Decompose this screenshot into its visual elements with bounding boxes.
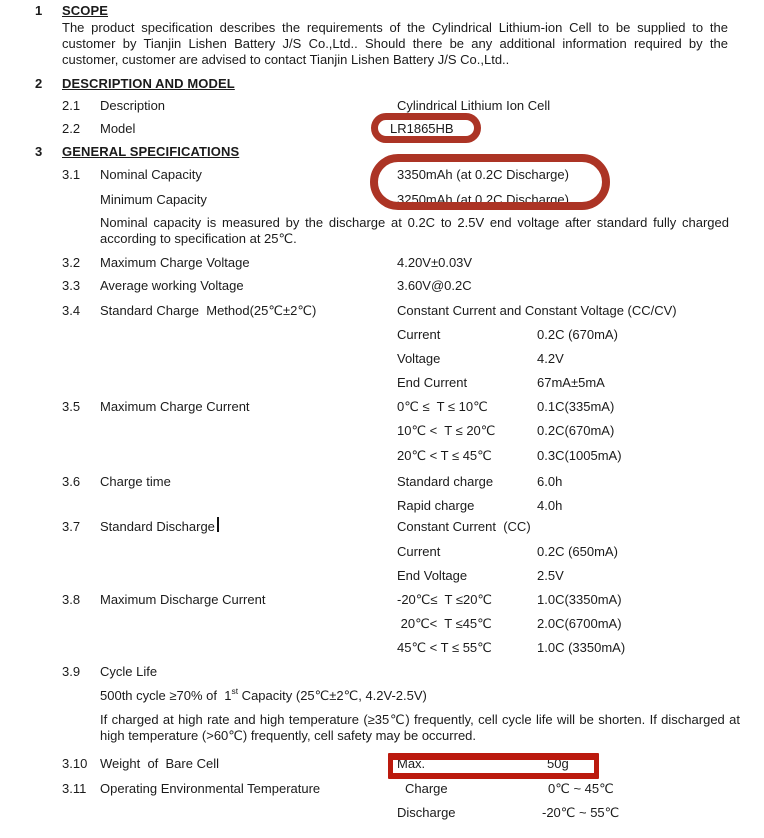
item-number: 3.8 (62, 592, 81, 607)
item-label: Maximum Charge Current (100, 399, 250, 414)
section-2-heading (0, 76, 764, 93)
spec-row-3-5c (0, 448, 764, 465)
capacity-note: Nominal capacity is measured by the discharge at 0.2C to 2.5V end voltage after standard fully charged according to specification at 25℃. (100, 215, 729, 246)
item-label: Weight of Bare Cell (100, 756, 219, 771)
item-number: 3.7 (62, 519, 81, 534)
item-label: Cycle Life (100, 664, 158, 679)
spec-row-3-10 (0, 756, 764, 773)
temp-range-value: -20℃ ~ 55℃ (542, 805, 620, 820)
spec-row-3-11 (0, 781, 764, 798)
cycle-life-text: 500th cycle ≥70% of 1 (100, 688, 232, 703)
item-value: Constant Current (CC) (397, 519, 531, 534)
item-value: 4.20V±0.03V (397, 255, 473, 270)
item-label: Nominal Capacity (100, 167, 202, 182)
rate-value: 0.1C(335mA) (537, 399, 615, 414)
weight-max-label: Max. (397, 756, 426, 771)
text-cursor-caret (217, 517, 219, 532)
sub-label: End Voltage (397, 568, 468, 583)
item-label: Operating Environmental Temperature (100, 781, 321, 796)
item-number: 2.2 (62, 121, 81, 136)
scope-paragraph: The product specification describes the requirements of the Cylindrical Lithium-ion Cell to be supplied to the customer by Tianjin Lishen Battery J/S Co.,Ltd.. Should there be any additional information required by the customer, customer are advised to contact Tianjin Lishen Battery J/S Co.,Ltd.. (62, 20, 728, 67)
item-label: Average working Voltage (100, 278, 244, 293)
item-label: Model (100, 121, 136, 136)
item-number: 3.10 (62, 756, 88, 771)
item-label: Maximum Discharge Current (100, 592, 266, 607)
sub-label: Current (397, 327, 441, 342)
sub-label: Voltage (397, 351, 441, 366)
section-number: 2 (35, 76, 43, 91)
item-number: 3.4 (62, 303, 81, 318)
cycle-life-line (100, 688, 740, 704)
spec-row-3-7-end-voltage (0, 568, 764, 585)
item-number: 3.9 (62, 664, 81, 679)
sub-label: Current (397, 544, 441, 559)
sub-value: 67mA±5mA (537, 375, 605, 390)
spec-row-3-9 (0, 664, 764, 681)
item-number: 3.6 (62, 474, 81, 489)
item-label: Maximum Charge Voltage (100, 255, 250, 270)
rate-value: 2.0C(6700mA) (537, 616, 622, 631)
spec-row-2-1 (0, 98, 764, 115)
section-3-heading (0, 144, 764, 161)
temp-range: 10℃ < T ≤ 20℃ (397, 423, 496, 438)
cycle-life-text: Capacity (25℃±2℃, 4.2V-2.5V) (238, 688, 427, 703)
section-title-scope: SCOPE (62, 3, 109, 18)
item-label: Description (100, 98, 166, 113)
item-label: Minimum Capacity (100, 192, 207, 207)
sub-label: Charge (405, 781, 448, 796)
ordinal-superscript: st (231, 686, 239, 696)
item-value: Constant Current and Constant Voltage (CC/CV) (397, 303, 677, 318)
spec-row-3-8b (0, 616, 764, 633)
sub-label: Standard charge (397, 474, 494, 489)
item-label: Standard Discharge (100, 519, 215, 534)
temp-range: 0℃ ≤ T ≤ 10℃ (397, 399, 488, 414)
item-number: 2.1 (62, 98, 81, 113)
rate-value: 1.0C(3350mA) (537, 592, 622, 607)
sub-value: 4.2V (537, 351, 564, 366)
item-number: 3.2 (62, 255, 81, 270)
minimum-capacity-value: 3250mAh (at 0.2C Discharge) (397, 192, 569, 207)
spec-row-2-2 (0, 121, 764, 138)
section-title-description-and-model: DESCRIPTION AND MODEL (62, 76, 235, 91)
cycle-life-note: If charged at high rate and high temperature (≥35℃) frequently, cell cycle life will be shorten. If discharged at high temperature (>60℃) frequently, cell safety may be occurred. (100, 712, 740, 743)
sub-label: Discharge (397, 805, 456, 820)
item-number: 3.1 (62, 167, 81, 182)
spec-row-3-2 (0, 255, 764, 272)
spec-row-3-4 (0, 303, 764, 320)
item-number: 3.5 (62, 399, 81, 414)
item-value: 3.60V@0.2C (397, 278, 472, 293)
temp-range: 20℃ < T ≤ 45℃ (397, 448, 492, 463)
model-value: LR1865HB (390, 121, 454, 136)
section-title-general-specifications: GENERAL SPECIFICATIONS (62, 144, 240, 159)
spec-row-3-6 (0, 474, 764, 491)
temp-range: 45℃ < T ≤ 55℃ (397, 640, 492, 655)
temp-range-value: 0℃ ~ 45℃ (548, 781, 614, 796)
item-number: 3.11 (62, 781, 87, 796)
item-label: Charge time (100, 474, 171, 489)
spec-row-3-5b (0, 423, 764, 440)
section-1-heading (0, 3, 764, 20)
sub-value: 0.2C (650mA) (537, 544, 618, 559)
nominal-capacity-value: 3350mAh (at 0.2C Discharge) (397, 167, 569, 182)
spec-row-3-7 (0, 519, 764, 536)
rate-value: 0.3C(1005mA) (537, 448, 622, 463)
sub-value: 6.0h (537, 474, 563, 489)
sub-value: 2.5V (537, 568, 564, 583)
spec-row-3-3 (0, 278, 764, 295)
spec-row-3-11b (0, 805, 764, 822)
spec-row-3-4-end-current (0, 375, 764, 392)
spec-row-3-4-current (0, 327, 764, 344)
spec-row-3-6b (0, 498, 764, 515)
rate-value: 0.2C(670mA) (537, 423, 615, 438)
sub-label: End Current (397, 375, 468, 390)
spec-row-3-4-voltage (0, 351, 764, 368)
spec-row-3-8 (0, 592, 764, 609)
spec-row-3-5 (0, 399, 764, 416)
rate-value: 1.0C (3350mA) (537, 640, 626, 655)
spec-row-3-8c (0, 640, 764, 657)
item-value: Cylindrical Lithium Ion Cell (397, 98, 551, 113)
item-number: 3.3 (62, 278, 81, 293)
section-number: 3 (35, 144, 43, 159)
section-number: 1 (35, 3, 43, 18)
sub-label: Rapid charge (397, 498, 475, 513)
spec-row-3-7-current (0, 544, 764, 561)
sub-value: 4.0h (537, 498, 563, 513)
sub-value: 0.2C (670mA) (537, 327, 618, 342)
spec-row-3-1-minimum (0, 192, 764, 209)
weight-value: 50g (547, 756, 569, 771)
temp-range: -20℃≤ T ≤20℃ (397, 592, 493, 607)
spec-row-3-1-nominal (0, 167, 764, 184)
temp-range: 20℃< T ≤45℃ (397, 616, 492, 631)
item-label: Standard Charge Method(25℃±2℃) (100, 303, 317, 318)
